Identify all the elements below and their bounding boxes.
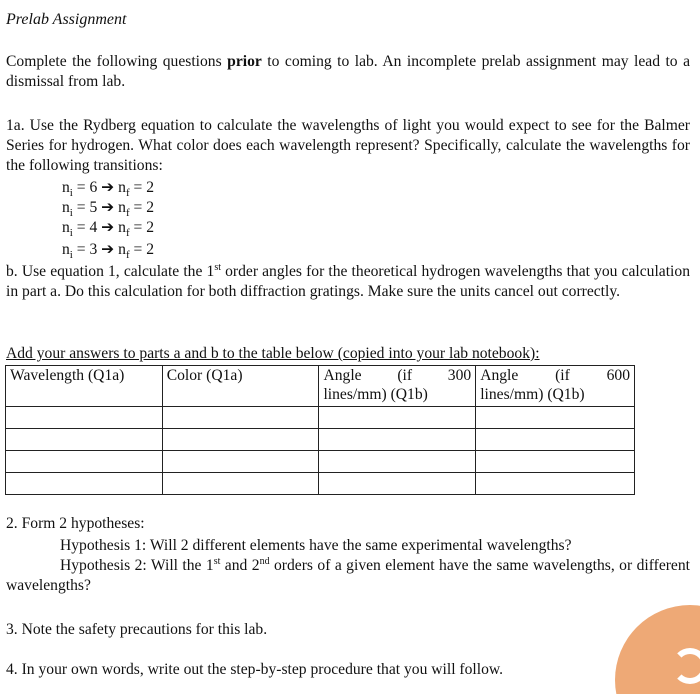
table-cell[interactable] <box>476 407 635 429</box>
table-cell[interactable] <box>319 407 476 429</box>
table-cell[interactable] <box>6 407 163 429</box>
table-cell[interactable] <box>319 473 476 495</box>
question-1b: b. Use equation 1, calculate the 1st order angles for the theoretical hydrogen wavelengths that you calculation in part a. Do this calculation for both diffraction gratings. Make sure the units cancel out correctly. <box>6 261 690 300</box>
question-2-label: 2. Form 2 hypotheses: <box>6 515 145 532</box>
table-cell[interactable] <box>6 473 163 495</box>
question-1a: 1a. Use the Rydberg equation to calculate the wavelengths of light you would expect to see for the Balmer Series for hydrogen. What color does each wavelength represent? Specifically, calculate the wavelengths for the following transitions: <box>6 117 690 174</box>
table-cell[interactable] <box>476 429 635 451</box>
table-cell[interactable] <box>476 451 635 473</box>
table-cell[interactable] <box>6 429 163 451</box>
table-cell[interactable] <box>162 451 319 473</box>
header-angle-300: Angle (if 300 lines/mm) (Q1b) <box>319 366 476 407</box>
table-cell[interactable] <box>162 407 319 429</box>
table-caption: Add your answers to parts a and b to the table below (copied into your lab notebook): <box>6 345 540 362</box>
hypothesis-2: Hypothesis 2: Will the 1st and 2nd orders of a given element have the same wavelengths, or different wavelengths? <box>6 555 690 594</box>
table-cell[interactable] <box>6 451 163 473</box>
arrow-icon: ➔ <box>101 241 115 258</box>
emphasis-prior: prior <box>227 53 262 70</box>
header-angle-600: Angle (if 600 lines/mm) (Q1b) <box>476 366 635 407</box>
table-header-row <box>6 366 635 407</box>
transition-4: $n_i = 3$ ➔ $n_f = 2$ <box>62 241 154 262</box>
table-row <box>6 451 635 473</box>
table-row <box>6 407 635 429</box>
table-cell[interactable] <box>162 429 319 451</box>
table-row <box>6 429 635 451</box>
table-cell[interactable] <box>319 429 476 451</box>
table-cell[interactable] <box>162 473 319 495</box>
header-color: Color (Q1a) <box>162 366 319 407</box>
arrow-icon: ➔ <box>101 179 115 196</box>
transition-3: $n_i = 4$ ➔ $n_f = 2$ <box>62 219 154 240</box>
intro-paragraph: Complete the following questions prior to coming to lab. An incomplete prelab assignment may lead to a dismissal from lab. <box>6 53 690 90</box>
page-title: Prelab Assignment <box>6 11 127 28</box>
arrow-icon: ➔ <box>101 199 115 216</box>
table-row <box>6 473 635 495</box>
arrow-icon: ➔ <box>101 219 115 236</box>
hypothesis-1: Hypothesis 1: Will 2 different elements have the same experimental wavelengths? <box>60 537 572 554</box>
question-4: 4. In your own words, write out the step-by-step procedure that you will follow. <box>6 661 504 678</box>
transition-2: $n_i = 5$ ➔ $n_f = 2$ <box>62 199 154 220</box>
transition-1: $n_i = 6$ ➔ $n_f = 2$ <box>62 179 154 200</box>
table-cell[interactable] <box>319 451 476 473</box>
answers-table <box>5 365 635 495</box>
question-3: 3. Note the safety precautions for this lab. <box>6 621 268 638</box>
table-cell[interactable] <box>476 473 635 495</box>
header-wavelength: Wavelength (Q1a) <box>6 366 163 407</box>
